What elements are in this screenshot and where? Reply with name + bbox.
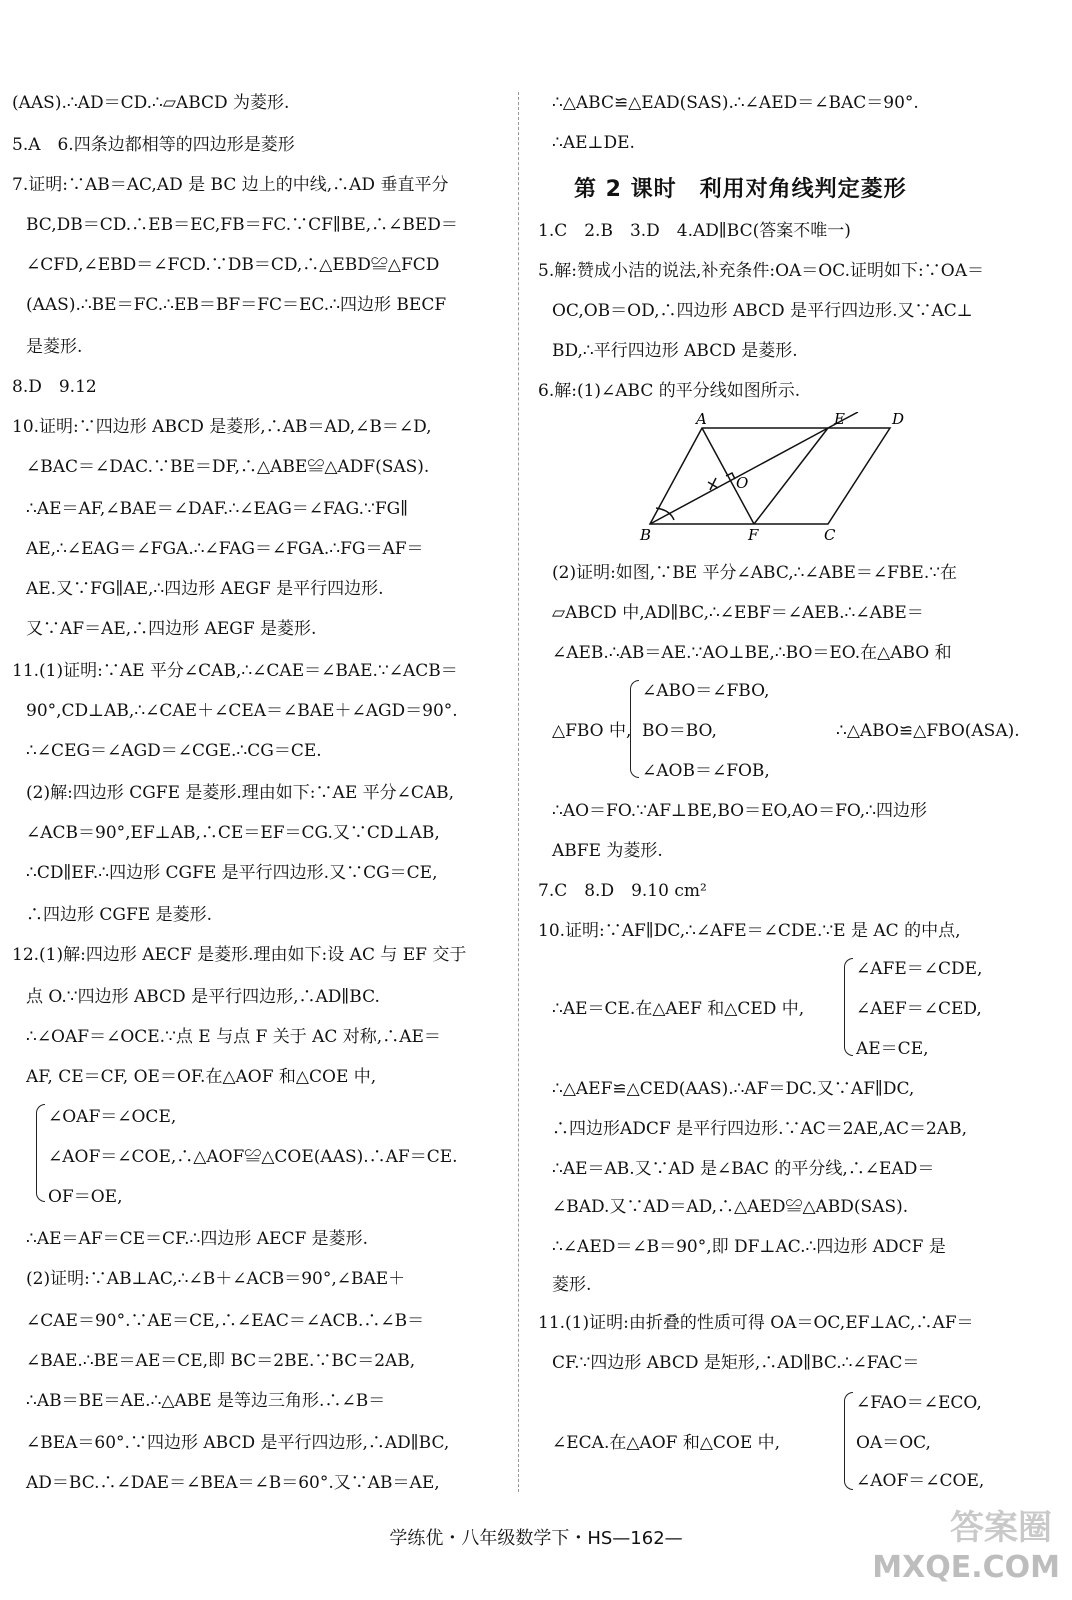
column-divider	[518, 92, 519, 1492]
label-e: E	[834, 412, 845, 428]
label-d: D	[892, 412, 905, 428]
section-title: 第 2 课时 利用对角线判定菱形	[574, 177, 907, 202]
label-f: F	[748, 526, 759, 544]
label-b: B	[640, 526, 652, 544]
text-line: ∴AO＝FO.∵AF⊥BE,BO＝EO,AO＝FO,∴四边形	[552, 801, 928, 821]
text-line: 8.D 9.12	[12, 377, 97, 397]
brace-lead: ∴AE＝CE.在△AEF 和△CED 中,	[552, 999, 805, 1019]
text-line: (2)证明:如图,∵BE 平分∠ABC,∴∠ABE＝∠FBE.∵在	[552, 563, 958, 583]
brace-symbol	[844, 958, 853, 1056]
text-line: 11.(1)证明:∵AE 平分∠CAB,∴∠CAE＝∠BAE.∵∠ACB＝	[12, 661, 458, 681]
text-line: ∠CAE＝90°.∵AE＝CE,∴∠EAC＝∠ACB.∴∠B＝	[26, 1311, 425, 1331]
text-line: ∠ACB＝90°,EF⊥AB,∴CE＝EF＝CG.又∵CD⊥AB,	[26, 823, 440, 843]
brace-line: ∠AOB＝∠FOB,	[642, 761, 770, 781]
brace-line: OA＝OC,	[856, 1433, 931, 1453]
text-line: 6.解:(1)∠ABC 的平分线如图所示.	[538, 381, 801, 401]
text-line: 7.C 8.D 9.10 cm²	[538, 881, 707, 901]
parallelogram-abcd	[650, 428, 890, 524]
text-line: ∴AE＝AB.又∵AD 是∠BAC 的平分线,∴∠EAD＝	[552, 1159, 935, 1179]
brace-line: ∠AOF＝∠COE,	[856, 1471, 985, 1491]
text-line: ∴∠AED＝∠B＝90°,即 DF⊥AC.∴四边形 ADCF 是	[552, 1237, 946, 1257]
text-line: ∴AB＝BE＝AE.∴△ABE 是等边三角形.∴∠B＝	[26, 1391, 386, 1411]
label-c: C	[824, 526, 836, 544]
text-line: ABFE 为菱形.	[552, 841, 663, 861]
text-line: 5.解:赞成小洁的说法,补充条件:OA＝OC.证明如下:∵OA＝	[538, 261, 984, 281]
brace-line: ∠AEF＝∠CED,	[856, 999, 982, 1019]
text-line: (2)证明:∵AB⊥AC,∴∠B＋∠ACB＝90°,∠BAE＋	[26, 1269, 406, 1289]
text-line: 又∵AF＝AE,∴四边形 AEGF 是菱形.	[26, 619, 317, 639]
text-line: OC,OB＝OD,∴四边形 ABCD 是平行四边形.又∵AC⊥	[552, 301, 973, 321]
brace-line: BO＝BO,	[642, 721, 717, 741]
text-line: ∴CD∥EF.∴四边形 CGFE 是平行四边形.又∵CG＝CE,	[26, 863, 438, 883]
watermark-logo: 答案圈	[950, 1508, 1052, 1548]
text-line: AF, CE＝CF, OE＝OF.在△AOF 和△COE 中,	[26, 1067, 377, 1087]
label-o: O	[736, 474, 749, 492]
text-line: ∠CFD,∠EBD＝∠FCD.∵DB＝CD,∴△EBD≌△FCD	[26, 255, 440, 275]
text-line: AD＝BC.∴∠DAE＝∠BEA＝∠B＝60°.又∵AB＝AE,	[26, 1473, 440, 1493]
text-line: 10.证明:∵AF∥DC,∴∠AFE＝∠CDE.∵E 是 AC 的中点,	[538, 921, 961, 941]
text-line: (2)解:四边形 CGFE 是菱形.理由如下:∵AE 平分∠CAB,	[26, 783, 455, 803]
text-line: ∴∠CEG＝∠AGD＝∠CGE.∴CG＝CE.	[26, 741, 322, 761]
text-line: 5.A 6.四条边都相等的四边形是菱形	[12, 135, 295, 155]
watermark-url: MXQE.COM	[872, 1550, 1060, 1585]
brace-line: AE＝CE,	[856, 1039, 929, 1059]
text-line: ∠BAE.∴BE＝AE＝CE,即 BC＝2BE.∵BC＝2AB,	[26, 1351, 416, 1371]
brace-line: ∠OAF＝∠OCE,	[48, 1107, 177, 1127]
text-line: (AAS).∴AD＝CD.∴▱ABCD 为菱形.	[12, 93, 290, 113]
text-line: ∴AE＝AF,∠BAE＝∠DAF.∴∠EAG＝∠FAG.∵FG∥	[26, 499, 409, 519]
text-line: ∴△AEF≌△CED(AAS).∴AF＝DC.又∵AF∥DC,	[552, 1079, 915, 1099]
brace-lead: △FBO 中,	[552, 721, 632, 741]
text-line: (AAS).∴BE＝FC.∴EB＝BF＝FC＝EC.∴四边形 BECF	[26, 295, 447, 315]
text-line: 12.(1)解:四边形 AECF 是菱形.理由如下:设 AC 与 EF 交于	[12, 945, 467, 965]
brace-symbol	[630, 680, 639, 778]
text-line: ∠BEA＝60°.∵四边形 ABCD 是平行四边形,∴AD∥BC,	[26, 1433, 450, 1453]
text-line: ∴四边形ADCF 是平行四边形.∵AC＝2AE,AC＝2AB,	[552, 1119, 967, 1139]
text-line: ∴四边形 CGFE 是菱形.	[26, 905, 213, 925]
text-line: 11.(1)证明:由折叠的性质可得 OA＝OC,EF⊥AC,∴AF＝	[538, 1313, 974, 1333]
brace-line: ∠AFE＝∠CDE,	[856, 959, 983, 979]
text-line: ∴∠OAF＝∠OCE.∵点 E 与点 F 关于 AC 对称,∴AE＝	[26, 1027, 441, 1047]
brace-symbol	[844, 1392, 853, 1490]
brace-line: ∠ABO＝∠FBO,	[642, 681, 770, 701]
text-line: BD,∴平行四边形 ABCD 是菱形.	[552, 341, 798, 361]
brace-trail: ∴△ABO≌△FBO(ASA).	[836, 721, 1020, 741]
arc-mark-b	[656, 508, 674, 520]
text-line: ∠AEB.∴AB＝AE.∵AO⊥BE,∴BO＝EO.在△ABO 和	[552, 643, 952, 663]
text-line: AE,∴∠EAG＝∠FGA.∴∠FAG＝∠FGA.∴FG＝AF＝	[26, 539, 424, 559]
label-a: A	[696, 412, 707, 428]
text-line: 10.证明:∵四边形 ABCD 是菱形,∴AB＝AD,∠B＝∠D,	[12, 417, 432, 437]
text-line: 1.C 2.B 3.D 4.AD∥BC(答案不唯一)	[538, 221, 851, 241]
page-footer: 学练优・八年级数学下・HS—162—	[389, 1528, 683, 1549]
text-line: BC,DB＝CD.∴EB＝EC,FB＝FC.∵CF∥BE,∴∠BED＝	[26, 215, 458, 235]
text-line: 点 O.∵四边形 ABCD 是平行四边形,∴AD∥BC.	[26, 987, 380, 1007]
text-line: ∠BAC＝∠DAC.∵BE＝DF,∴△ABE≌△ADF(SAS).	[26, 457, 430, 477]
text-line: 90°,CD⊥AB,∴∠CAE＋∠CEA＝∠BAE＋∠AGD＝90°.	[26, 701, 458, 721]
brace-lead: ∠ECA.在△AOF 和△COE 中,	[552, 1433, 781, 1453]
brace-line: ∠FAO＝∠ECO,	[856, 1393, 982, 1413]
text-line: AE.又∵FG∥AE,∴四边形 AEGF 是平行四边形.	[26, 579, 384, 599]
text-line: ∠BAD.又∵AD＝AD,∴△AED≌△ABD(SAS).	[552, 1197, 909, 1217]
text-line: ▱ABCD 中,AD∥BC,∴∠EBF＝∠AEB.∴∠ABE＝	[552, 603, 924, 623]
brace-line: ∠AOF＝∠COE,∴△AOF≌△COE(AAS).∴AF＝CE.	[48, 1147, 458, 1167]
text-line: CF.∵四边形 ABCD 是矩形,∴AD∥BC.∴∠FAC＝	[552, 1353, 920, 1373]
text-line: 菱形.	[552, 1275, 592, 1295]
parallelogram-figure	[638, 412, 908, 546]
text-line: ∴△ABC≌△EAD(SAS).∴∠AED＝∠BAC＝90°.	[552, 93, 919, 113]
text-line: ∴AE⊥DE.	[552, 133, 635, 153]
brace-symbol	[36, 1104, 45, 1202]
text-line: 是菱形.	[26, 337, 83, 357]
brace-line: OF＝OE,	[48, 1187, 123, 1207]
text-line: 7.证明:∵AB＝AC,AD 是 BC 边上的中线,∴AD 垂直平分	[12, 175, 449, 195]
segment-ef	[754, 428, 828, 524]
text-line: ∴AE＝AF＝CE＝CF.∴四边形 AECF 是菱形.	[26, 1229, 369, 1249]
